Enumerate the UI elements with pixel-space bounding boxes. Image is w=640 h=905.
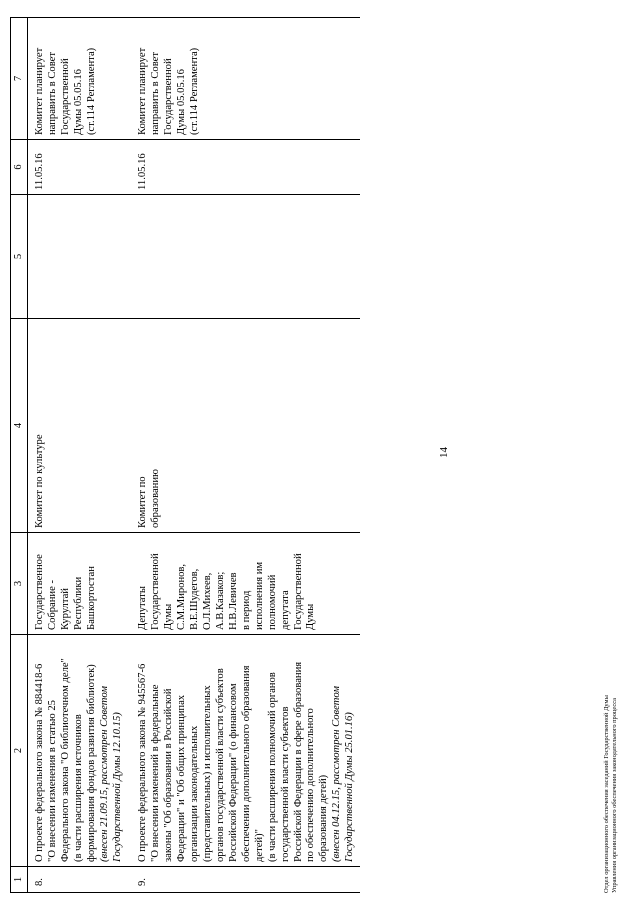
initiator-cell: Депутаты Государственной Думы С.М.Миронов, В.Е.Шудегов, О.Л.Михеев, А.В.Казаков; Н.В.Левичев в период исполнения им полномочий депутата Государственной Думы (127, 533, 360, 635)
header-col-7: 7 (11, 18, 28, 140)
table-row (127, 18, 360, 893)
date-cell: 11.05.16 (127, 140, 360, 195)
page-number: 14 (438, 447, 450, 458)
header-col-2: 2 (11, 635, 28, 867)
empty-cell (127, 195, 360, 319)
bill-cell (127, 635, 360, 867)
row-number: 8. (28, 867, 128, 893)
table-header-row (11, 18, 28, 893)
bills-table (10, 17, 360, 893)
row-number: 9. (127, 867, 360, 893)
initiator-cell: Государственное Собрание - Курултай Республики Башкортостан (28, 533, 128, 635)
committee-cell: Комитет по культуре (28, 319, 128, 533)
date-cell: 11.05.16 (28, 140, 128, 195)
committee-cell: Комитет по образованию (127, 319, 360, 533)
header-col-5: 5 (11, 195, 28, 319)
status-cell: Комитет планирует направить в Совет Государственной Думы 05.05.16 (ст.114 Регламента) (28, 18, 128, 140)
footer-line: Отдел организационного обеспечения заседаний Государственной Думы (603, 695, 610, 893)
bill-note: (внесен 21.09.15, рассмотрен Советом Государственной Думы 12.10.15) (98, 686, 123, 862)
bill-text: О проекте федерального закона № 884418-6 "О внесении изменения в статью 25 Федерального закона "О библиотечном деле" (в части расширения источников формирования фондов развития библиотек) (34, 658, 97, 862)
status-cell: Комитет планирует направить в Совет Государственной Думы 05.05.16 (ст.114 Регламента) (127, 18, 360, 140)
header-col-4: 4 (11, 319, 28, 533)
header-col-6: 6 (11, 140, 28, 195)
table-row (28, 18, 128, 893)
bill-cell (28, 635, 128, 867)
bill-text: О проекте федерального закона № 945567-6 "О внесении изменений в федеральные законы "Об образовании в Российской Федерации" и "Об общих принципах организации законодательных (представительных) и исполнительных органов государственной власти субъектов Российской Федерации" (о финансовом обеспечении дополнительного образования детей)" (в части расширения полномочий органов государственной власти субъектов Российской Федерации в сфере образования по обеспечению дополнительного образования детей) (137, 661, 330, 862)
footer (603, 695, 619, 893)
empty-cell (28, 195, 128, 319)
header-col-1: 1 (11, 867, 28, 893)
header-col-3: 3 (11, 533, 28, 635)
bill-note: (внесен 04.12.15, рассмотрен Советом Государственной Думы 25.01.16) (331, 686, 356, 862)
footer-line: Управления организационного обеспечения законодательного процесса (611, 698, 618, 893)
